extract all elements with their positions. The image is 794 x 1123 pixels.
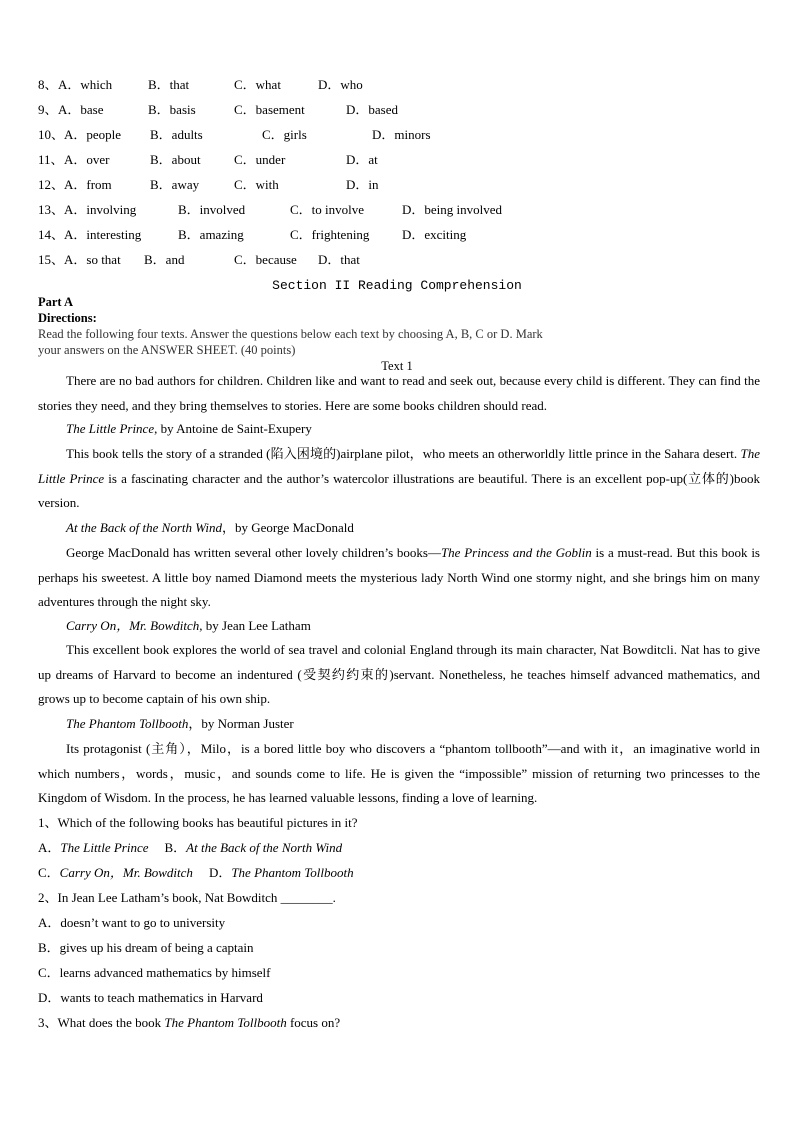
question-1-option-a: The Little Prince <box>60 840 149 855</box>
book-1-title: The Little Prince <box>66 421 155 436</box>
cloze-option-a: A．over <box>64 152 110 167</box>
book-2-title: At the Back of the North Wind <box>66 520 222 535</box>
cloze-option-a: A．base <box>58 102 104 117</box>
cloze-option-d: D．that <box>318 252 360 267</box>
book-2-paragraph: George MacDonald has written several other lovely children’s books—The Princess and the Goblin is a must-read. But this book is perhaps his sweetest. A little boy named Diamond meets the mysterious lady North Wind one stormy night, and she brings him on many adventures through the night sky. <box>38 545 760 610</box>
cloze-option-d: D．who <box>318 77 363 92</box>
cloze-option-d: D．at <box>346 152 378 167</box>
cloze-option-a: A．people <box>64 127 122 142</box>
question-1-option-d: The Phantom Tollbooth <box>231 865 354 880</box>
text-label: Text 1 <box>381 359 413 373</box>
question-3-stem: 3、What does the book The Phantom Tollbooth focus on? <box>38 1015 341 1030</box>
cloze-option-d: D．exciting <box>402 227 467 242</box>
book-3-title: Carry On，Mr. Bowditch <box>66 618 200 633</box>
book-4-heading <box>66 714 294 734</box>
question-2-option-c: C．learns advanced mathematics by himself <box>38 965 271 980</box>
cloze-option-b: B．adults <box>150 127 203 142</box>
directions-label: Directions: <box>38 311 97 325</box>
cloze-option-c: C．to involve <box>290 202 365 217</box>
cloze-option-a: A．involving <box>64 202 137 217</box>
cloze-option-d: D．minors <box>372 127 431 142</box>
cloze-number: 8、 <box>38 77 58 92</box>
cloze-option-d: D．based <box>346 102 398 117</box>
book-2-heading <box>66 518 354 538</box>
cloze-option-a: A．which <box>58 77 113 92</box>
cloze-option-c: C．frightening <box>290 227 370 242</box>
book-3-heading <box>66 616 311 636</box>
question-1-option-b: At the Back of the North Wind <box>186 840 343 855</box>
cloze-option-b: B．that <box>148 77 190 92</box>
book-4-paragraph: Its protagonist (主角），Milo，is a bored little boy who discovers a “phantom tollbooth”—and with it，an imaginative world in which numbers，words，music，and sounds come to life. He is given the “impossible” mission of returning two princesses to the Kingdom of Wisdom. In the process, he has learned valuable lessons, finding a love of learning. <box>38 741 760 806</box>
part-label: Part A <box>38 295 74 309</box>
section-title: Section II Reading Comprehension <box>272 278 522 293</box>
question-1-options-row-2: C．Carry On，Mr. Bowditch D．The Phantom Tollbooth <box>38 865 354 880</box>
cloze-option-b: B．amazing <box>178 227 244 242</box>
cloze-option-d: D．in <box>346 177 379 192</box>
cloze-option-a: A．so that <box>64 252 121 267</box>
book-1-paragraph: This book tells the story of a stranded (陷入困境的)airplane pilot，who meets an otherworldly little prince in the Sahara desert. The Little Prince is a fascinating character and the author’s watercolor illustrations are beautiful. There is an excellent pop-up(立体的)book version. <box>38 446 760 511</box>
question-1-stem: 1、Which of the following books has beautiful pictures in it? <box>38 815 358 830</box>
cloze-option-c: C．girls <box>262 127 307 142</box>
passage-intro: There are no bad authors for children. Children like and want to read and seek out, because every child is different. They can find the stories they need, and they bring themselves to stories. Here are some books children should read. <box>38 373 760 413</box>
book-3-paragraph: This excellent book explores the world of sea travel and colonial England through its main character, Nat Bowditcli. Nat has to give up dreams of Harvard to become an indentured (受契约约束的)servant. Nonetheless, he teaches himself advanced mathematics, and grows up to become captain of his own ship. <box>38 642 760 707</box>
cloze-option-a: A．from <box>64 177 112 192</box>
cloze-number: 12、 <box>38 177 65 192</box>
cloze-number: 15、 <box>38 252 65 267</box>
question-2-option-b: B．gives up his dream of being a captain <box>38 940 254 955</box>
cloze-number: 14、 <box>38 227 65 242</box>
cloze-option-c: C．what <box>234 77 281 92</box>
directions-line-1: Read the following four texts. Answer the questions below each text by choosing A, B, C or D. Mark <box>38 327 543 341</box>
cloze-option-b: B．basis <box>148 102 196 117</box>
book-1-author: , by Antoine de Saint-Exupery <box>154 421 312 436</box>
directions-line-2: your answers on the ANSWER SHEET. (40 points) <box>38 343 296 357</box>
book-1-heading <box>66 419 312 439</box>
cloze-option-b: B．involved <box>178 202 246 217</box>
cloze-option-b: B．and <box>144 252 185 267</box>
cloze-option-d: D．being involved <box>402 202 503 217</box>
cloze-option-b: B．about <box>150 152 201 167</box>
question-2-stem: 2、In Jean Lee Latham’s book, Nat Bowditch ________. <box>38 890 336 905</box>
cloze-number: 9、 <box>38 102 58 117</box>
cloze-option-c: C．with <box>234 177 279 192</box>
question-2-option-a: A．doesn’t want to go to university <box>38 915 226 930</box>
book-2-author: ，by George MacDonald <box>221 520 354 535</box>
cloze-option-a: A．interesting <box>64 227 142 242</box>
cloze-number: 10、 <box>38 127 65 142</box>
cloze-option-b: B．away <box>150 177 200 192</box>
cloze-number: 11、 <box>38 152 64 167</box>
book-3-author: , by Jean Lee Latham <box>199 618 311 633</box>
question-1-options-row-1: A．The Little Prince B．At the Back of the North Wind <box>38 840 343 855</box>
question-2-option-d: D．wants to teach mathematics in Harvard <box>38 990 263 1005</box>
cloze-option-c: C．under <box>234 152 286 167</box>
cloze-option-c: C．basement <box>234 102 305 117</box>
book-4-title: The Phantom Tollbooth <box>66 716 189 731</box>
book-4-author: ，by Norman Juster <box>188 716 294 731</box>
question-1-option-c: Carry On，Mr. Bowditch <box>59 865 193 880</box>
cloze-number: 13、 <box>38 202 65 217</box>
cloze-option-c: C．because <box>234 252 297 267</box>
